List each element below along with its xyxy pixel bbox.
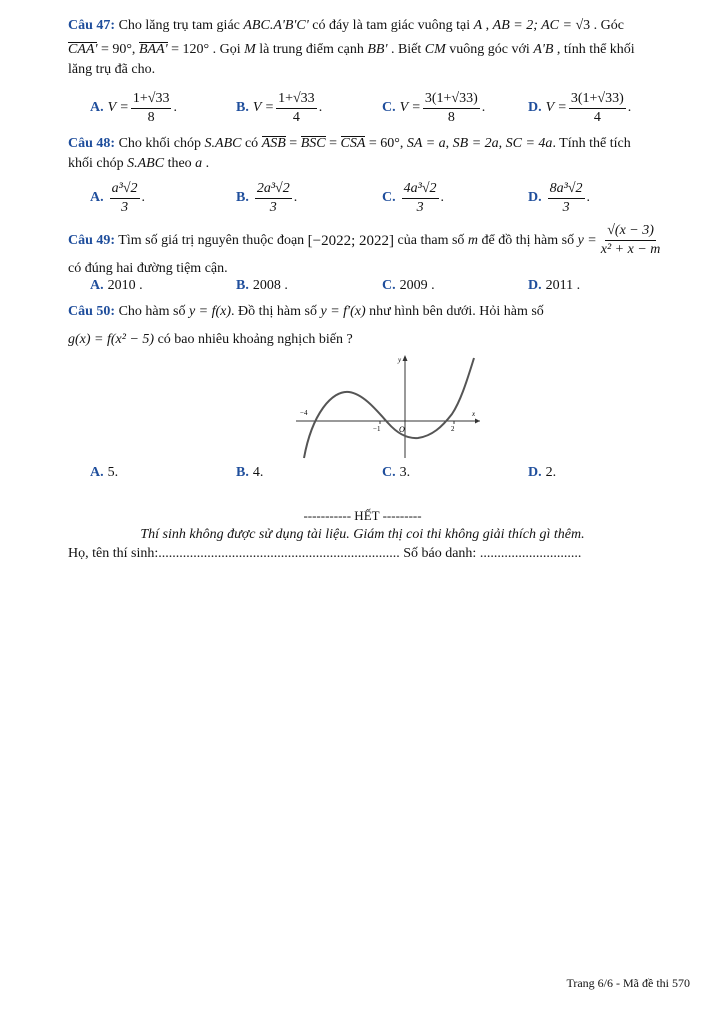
option-post: .	[627, 100, 632, 115]
fraction-den: 3	[121, 199, 129, 215]
option-post: .	[293, 190, 298, 205]
question-48	[68, 134, 690, 174]
option-text: 2011 .	[545, 278, 581, 293]
option-post: .	[318, 100, 323, 115]
q47-text3: . Góc	[590, 18, 624, 33]
end-marker: ----------- HẾT ---------	[303, 508, 422, 523]
q47-lengths: AB = 2; AC =	[492, 18, 576, 33]
option-pre: V =	[107, 100, 129, 115]
option-pre: V =	[252, 100, 275, 115]
fraction-num: 2a³√2	[255, 180, 292, 199]
option-label: C.	[382, 465, 396, 480]
option-fraction	[548, 180, 585, 217]
option-label: B.	[236, 278, 249, 293]
q47-option-d[interactable]	[528, 86, 631, 130]
fraction-den: 4	[292, 109, 300, 125]
exam-note: Thí sinh không được sử dụng tài liệu. Giám thị coi thi không giải thích gì thêm.	[140, 527, 585, 542]
q48-comma2: ,	[498, 136, 506, 151]
fraction-num: a³√2	[110, 180, 140, 199]
q50-option-d[interactable]	[528, 463, 556, 483]
q49-text2: của tham số	[394, 232, 468, 248]
q47-ab: A'B	[533, 42, 554, 57]
q48-text3: . Tính thể tích	[552, 136, 631, 151]
q47-option-a[interactable]	[90, 86, 177, 130]
q48-label: Câu 48:	[68, 136, 116, 151]
q47-option-b[interactable]	[236, 86, 322, 130]
q48-options	[90, 176, 690, 220]
q47-sqrt3: √3	[575, 18, 591, 33]
option-text: 5.	[107, 465, 119, 480]
q48-text2: có	[241, 136, 262, 151]
option-fraction	[131, 90, 172, 127]
q47-text: Cho lăng trụ tam giác	[115, 18, 244, 33]
q49-text: Tìm số giá trị nguyên thuộc đoạn	[115, 232, 308, 248]
q49-line1	[68, 222, 690, 259]
option-text: 2010 .	[107, 278, 143, 293]
q50-g: g(x) = f(x² − 5)	[68, 332, 155, 347]
q47-angle1-val: = 90°,	[97, 42, 139, 57]
q47-prism: ABC.A'B'C'	[243, 18, 309, 33]
q48-option-a[interactable]	[90, 176, 145, 220]
q48-comma: ,	[445, 136, 453, 151]
q48-angle-asb: ASB	[261, 136, 286, 151]
option-text: 2008 .	[252, 278, 288, 293]
q48-angle-csa: CSA	[340, 136, 366, 151]
q48-pyramid: S.ABC	[204, 136, 242, 151]
option-label: D.	[528, 465, 542, 480]
q47-m: M	[244, 42, 256, 57]
q50-text2: . Đồ thị hàm số	[231, 304, 321, 319]
option-fraction	[423, 90, 480, 127]
fraction-num: 4a³√2	[402, 180, 439, 199]
option-label: D.	[528, 190, 542, 205]
q47-text2: có đáy là tam giác vuông tại	[308, 18, 474, 33]
y-label: y	[398, 356, 402, 364]
option-post: .	[481, 100, 486, 115]
q47-line3: lăng trụ đã cho.	[68, 62, 156, 77]
q50-text4: có bao nhiêu khoảng nghịch biến ?	[154, 332, 353, 347]
q47-text8: , tính thể khối	[553, 42, 635, 57]
q47-line2	[68, 40, 690, 60]
option-pre: V =	[545, 100, 567, 115]
q48-text: Cho khối chóp	[115, 136, 205, 151]
q49-text3: để đồ thị hàm số	[478, 232, 578, 248]
option-label: D.	[528, 100, 542, 115]
q47-sep: ,	[482, 18, 493, 33]
origin-label: O	[399, 425, 405, 434]
q49-label: Câu 49:	[68, 232, 116, 248]
fraction-den: 4	[593, 109, 601, 125]
q48-sb: SB = 2a	[452, 136, 499, 151]
option-text: 2.	[545, 465, 557, 480]
question-49	[68, 222, 690, 279]
q48-line2	[68, 154, 690, 174]
q47-text5: là trung điểm cạnh	[255, 42, 368, 57]
label-2: 2	[451, 425, 455, 433]
q49-function	[599, 222, 663, 259]
q47-angle2-val: = 120°	[167, 42, 210, 57]
q48-option-c[interactable]	[382, 176, 444, 220]
q48-eq: =	[285, 136, 301, 151]
q48-angle-bsc: BSC	[300, 136, 326, 151]
q48-eq2: =	[325, 136, 341, 151]
q47-text4: . Gọi	[209, 42, 245, 57]
q48-pyramid2: S.ABC	[127, 156, 165, 171]
option-post: .	[141, 190, 146, 205]
q49-fnum: √(x − 3)	[605, 222, 656, 241]
q49-option-c[interactable]	[382, 276, 435, 296]
q47-options	[90, 86, 690, 130]
q49-y: y =	[577, 232, 597, 248]
q50-text3: như hình bên dưới. Hỏi hàm số	[365, 304, 544, 319]
option-text: 3.	[399, 465, 411, 480]
fraction-num: 3(1+√33)	[423, 90, 480, 109]
q47-vertex: A	[473, 18, 483, 33]
q48-angle-val: = 60°,	[365, 136, 407, 151]
fraction-num: 1+√33	[276, 90, 317, 109]
option-label: B.	[236, 100, 249, 115]
q48-text4: khối chóp	[68, 156, 128, 171]
q49-line2: có đúng hai đường tiệm cận.	[68, 261, 228, 276]
x-label: x	[472, 410, 476, 418]
q48-option-d[interactable]	[528, 176, 590, 220]
q47-label: Câu 47:	[68, 18, 116, 33]
question-50	[68, 302, 690, 350]
q48-sa: SA = a	[406, 136, 446, 151]
option-label: B.	[236, 190, 249, 205]
q50-option-a[interactable]	[90, 463, 118, 483]
q48-line1	[68, 134, 690, 154]
option-label: A.	[90, 100, 104, 115]
q50-options	[90, 463, 690, 483]
option-text: 2009 .	[399, 278, 435, 293]
fraction-den: 3	[416, 199, 424, 215]
option-text: 4.	[252, 465, 264, 480]
q49-option-a[interactable]	[90, 276, 143, 296]
derivative-curve	[304, 358, 474, 458]
q47-option-c[interactable]	[382, 86, 485, 130]
option-fraction	[569, 90, 626, 127]
option-fraction	[255, 180, 292, 217]
option-label: B.	[236, 465, 249, 480]
q48-option-b[interactable]	[236, 176, 297, 220]
fraction-num: 1+√33	[131, 90, 172, 109]
x-axis-arrow	[475, 419, 480, 424]
q47-bb: BB'	[367, 42, 388, 57]
option-fraction	[110, 180, 140, 217]
option-post: .	[440, 190, 445, 205]
q48-text5: theo	[164, 156, 196, 171]
label-m1: −1	[373, 425, 381, 433]
q48-a: a	[195, 156, 203, 171]
y-axis-arrow	[403, 355, 408, 361]
label-m4: −4	[300, 409, 308, 417]
q50-option-b[interactable]	[236, 463, 263, 483]
option-label: A.	[90, 278, 104, 293]
question-47	[68, 16, 690, 80]
option-fraction	[402, 180, 439, 217]
q49-interval: [−2022; 2022]	[307, 232, 395, 249]
option-label: C.	[382, 278, 396, 293]
q50-f: y = f(x)	[188, 304, 232, 319]
fraction-num: 8a³√2	[548, 180, 585, 199]
q47-text6: . Biết	[387, 42, 425, 57]
q50-option-c[interactable]	[382, 463, 410, 483]
q47-angle-baa: BAA'	[138, 42, 168, 57]
q48-dot: .	[202, 156, 210, 171]
derivative-graph	[292, 352, 482, 460]
fraction-den: 3	[269, 199, 277, 215]
option-label: A.	[90, 190, 104, 205]
q49-options	[90, 276, 690, 296]
q50-line2	[68, 330, 690, 350]
q47-line1	[68, 16, 690, 36]
option-fraction	[276, 90, 317, 127]
q50-line1	[68, 302, 690, 322]
fraction-den: 8	[447, 109, 455, 125]
option-post: .	[173, 100, 177, 115]
option-post: .	[586, 190, 591, 205]
option-label: A.	[90, 465, 104, 480]
page-number: Trang 6/6 - Mã đề thi 570	[566, 976, 690, 990]
fraction-num: 3(1+√33)	[569, 90, 626, 109]
option-pre: V =	[399, 100, 421, 115]
fraction-den: 3	[562, 199, 570, 215]
q47-angle-caa: CAA'	[68, 42, 98, 57]
q49-m: m	[467, 232, 479, 248]
option-label: C.	[382, 190, 396, 205]
fraction-den: 8	[147, 109, 155, 125]
q50-text: Cho hàm số	[115, 304, 189, 319]
option-label: D.	[528, 278, 542, 293]
q47-text7: vuông góc với	[445, 42, 534, 57]
q49-option-b[interactable]	[236, 276, 288, 296]
option-label: C.	[382, 100, 396, 115]
q49-fden: x² + x − m	[600, 242, 661, 257]
q48-sc: SC = 4a	[505, 136, 553, 151]
candidate-info: Họ, tên thí sinh:..................................................................... Số báo danh: .............................	[68, 546, 582, 561]
q47-cm: CM	[424, 42, 446, 57]
q50-fprime: y = f′(x)	[320, 304, 366, 319]
q50-label: Câu 50:	[68, 304, 116, 319]
q49-option-d[interactable]	[528, 276, 580, 296]
